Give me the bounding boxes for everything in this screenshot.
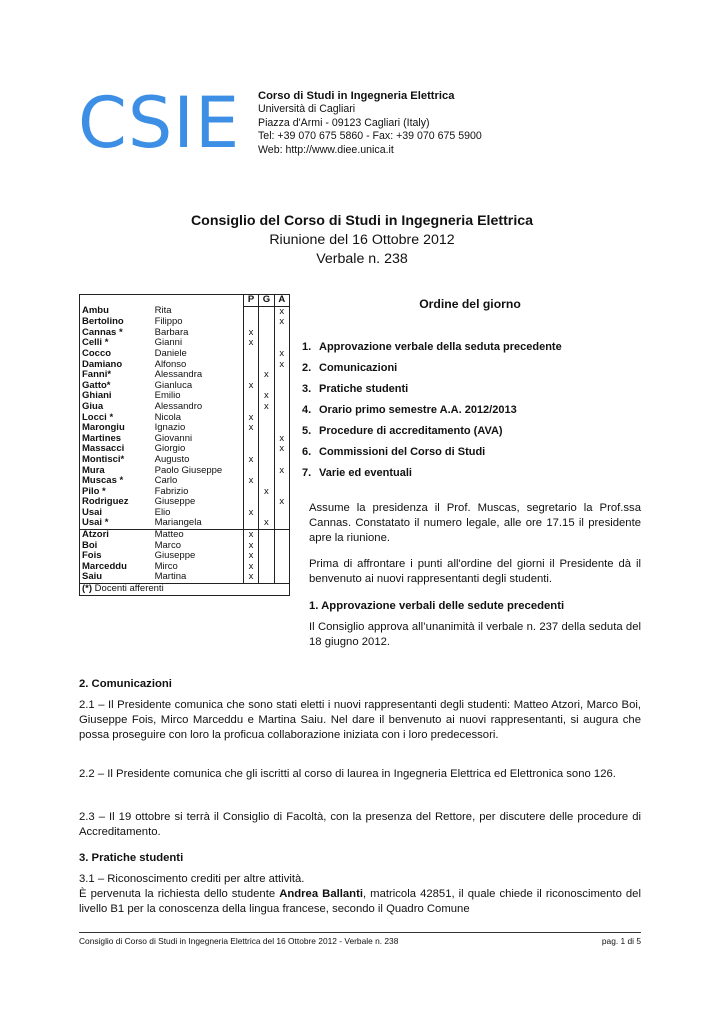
attendance-footnote [80, 584, 290, 596]
mark-g: x [259, 402, 274, 413]
attendance-footnote-row [80, 584, 290, 596]
agenda-item: 3. Pratiche studenti [302, 383, 409, 395]
attendance-row [80, 349, 290, 360]
member-name: Fabrizio [154, 485, 189, 497]
mark-a [274, 551, 289, 562]
member-name: Giovanni [154, 432, 193, 444]
member-surname: Usai [82, 506, 103, 518]
section-3-1-text-post: , matricola 42851, il quale chiede il riconoscimento del livello B1 per la conoscenza della lingua francese, secondo il Quadro Comune [79, 888, 641, 915]
mark-a: x [274, 497, 289, 508]
mark-g [259, 317, 274, 328]
org-info [258, 90, 482, 157]
member-surname: Damiano [82, 358, 123, 370]
mark-a: x [274, 306, 289, 317]
member-name: Daniele [154, 347, 187, 359]
mark-p: x [243, 572, 258, 583]
mark-p: x [243, 551, 258, 562]
attendance-header-row [80, 295, 290, 307]
mark-a [274, 413, 289, 424]
col-header-a: A [274, 295, 289, 307]
mark-p [243, 434, 258, 445]
presidency-paragraph: Assume la presidenza il Prof. Muscas, segretario la Prof.ssa Cannas. Constatato il numero legale, alle ore 17.15 il presidente apre la riunione. [309, 502, 641, 544]
attendance-row [80, 572, 290, 583]
mark-g [259, 413, 274, 424]
member-name: Emilio [154, 390, 181, 402]
mark-g [259, 328, 274, 339]
mark-g [259, 562, 274, 573]
section-2-heading: 2. Comunicazioni [79, 678, 172, 690]
mark-g: x [259, 518, 274, 529]
member-name: Carlo [154, 475, 178, 487]
member-surname: Giua [82, 400, 104, 412]
mark-a [274, 508, 289, 519]
mark-g [259, 455, 274, 466]
mark-a [274, 518, 289, 529]
welcome-paragraph: Prima di affrontare i punti all'ordine del giorni il Presidente dà il benvenuto ai nuovi rappresentanti degli studenti. [309, 558, 641, 585]
member-name: Paolo Giuseppe [154, 464, 223, 476]
mark-a: x [274, 349, 289, 360]
title-line-3: Verbale n. 238 [316, 251, 408, 267]
page-number: pag. 1 di 5 [601, 936, 641, 946]
member-name: Mariangela [154, 517, 202, 529]
mark-p: x [243, 508, 258, 519]
mark-p [243, 306, 258, 317]
member-surname: Fois [82, 550, 102, 562]
mark-p [243, 349, 258, 360]
section-2-1-paragraph: 2.1 – Il Presidente comunica che sono stati eletti i nuovi rappresentanti degli studenti: Matteo Atzori, Marco Boi, Giuseppe Fois, Mirco Marceddu e Martina Saiu. Nel dare il benvenuto ai nuovi rappresentanti, si augura che possa proseguire con loro la proficua collaborazione iniziata con i loro predecessori. [79, 699, 641, 741]
mark-g [259, 497, 274, 508]
mark-a: x [274, 434, 289, 445]
member-surname: Atzori [80, 530, 153, 541]
org-title: Corso di Studi in Ingegneria Elettrica [258, 90, 455, 102]
mark-p: x [243, 423, 258, 434]
member-surname: Bertolino [82, 316, 124, 328]
section-1-paragraph: Il Consiglio approva all’unanimità il verbale n. 237 della seduta del 18 giugno 2012. [309, 621, 641, 648]
mark-p [243, 402, 258, 413]
mark-a: x [274, 317, 289, 328]
agenda-item: 6. Commissioni del Corso di Studi [302, 446, 486, 458]
agenda-item-text: Pratiche studenti [319, 383, 409, 395]
member-surname: Massacci [82, 443, 125, 455]
section-2-2-paragraph: 2.2 – Il Presidente comunica che gli iscritti al corso di laurea in Ingegneria Elettrica ed Elettronica sono 126. [79, 768, 616, 780]
member-name: Ignazio [154, 422, 186, 434]
member-surname: Ghiani [82, 390, 112, 402]
mark-p: x [243, 338, 258, 349]
mark-a [274, 572, 289, 583]
attendance-row [80, 518, 290, 529]
member-name: Marco [154, 539, 182, 551]
mark-p: x [243, 541, 258, 552]
member-surname: Gatto* [82, 379, 111, 391]
document-title [0, 212, 724, 269]
member-name: Rita [154, 305, 172, 317]
mark-g [259, 572, 274, 583]
member-name: Alfonso [154, 358, 187, 370]
agenda-item-text: Procedure di accreditamento (AVA) [319, 425, 503, 437]
section-1-heading: 1. Approvazione verbali delle sedute precedenti [309, 600, 565, 612]
mark-p [243, 487, 258, 498]
member-name: Nicola [154, 411, 182, 423]
member-surname: Pilo * [82, 485, 106, 497]
attendance-table [79, 294, 290, 596]
agenda-item-text: Orario primo semestre A.A. 2012/2013 [319, 404, 517, 416]
org-line: Web: http://www.diee.unica.it [258, 143, 394, 156]
mark-a: x [274, 444, 289, 455]
mark-a [274, 370, 289, 381]
attendance-row [80, 328, 290, 339]
member-surname: Montisci* [82, 453, 125, 465]
mark-a [274, 381, 289, 392]
mark-a [274, 562, 289, 573]
member-surname: Martines [82, 432, 122, 444]
footnote-text: Docenti afferenti [92, 583, 164, 595]
footer-divider [79, 932, 641, 933]
member-name: Gianluca [154, 379, 193, 391]
member-surname: Cannas * [82, 326, 123, 338]
attendance-row [80, 402, 290, 413]
agenda-item: 5. Procedure di accreditamento (AVA) [302, 425, 503, 437]
section-3-1-paragraph [79, 872, 641, 917]
mark-g: x [259, 487, 274, 498]
csie-logo: CSIE [78, 82, 241, 164]
mark-g: x [259, 391, 274, 402]
mark-a: x [274, 466, 289, 477]
mark-a [274, 391, 289, 402]
member-name: Giorgio [154, 443, 186, 455]
member-surname: Mura [82, 464, 105, 476]
member-surname: Fanni* [82, 369, 112, 381]
attendance-row [80, 530, 290, 541]
org-line: Piazza d'Armi - 09123 Cagliari (Italy) [258, 116, 430, 129]
member-name: Giuseppe [154, 550, 196, 562]
member-name: Alessandra [154, 369, 203, 381]
agenda-list [302, 340, 562, 487]
mark-a [274, 328, 289, 339]
mark-p: x [243, 476, 258, 487]
mark-p: x [243, 328, 258, 339]
member-name: Martina [154, 571, 187, 583]
mark-p [243, 360, 258, 371]
agenda-item-text: Varie ed eventuali [319, 467, 412, 479]
footer-left: Consiglio di Corso di Studi in Ingegneria Elettrica del 16 Ottobre 2012 - Verbale n. 238 [79, 936, 399, 946]
member-name: Mirco [154, 560, 178, 572]
member-surname: Boi [82, 539, 98, 551]
col-header-p: P [243, 295, 258, 307]
agenda-item: 7. Varie ed eventuali [302, 467, 412, 479]
member-surname: Saiu [82, 571, 103, 583]
mark-g [259, 530, 274, 541]
member-name: Augusto [154, 453, 190, 465]
col-header-g: G [259, 295, 274, 307]
mark-g [259, 338, 274, 349]
org-line: Università di Cagliari [258, 103, 356, 116]
mark-g [259, 306, 274, 317]
agenda-item-text: Commissioni del Corso di Studi [319, 446, 486, 458]
member-name: Gianni [154, 337, 183, 349]
mark-g [259, 434, 274, 445]
mark-p [243, 391, 258, 402]
mark-p: x [243, 381, 258, 392]
section-3-heading: 3. Pratiche studenti [79, 852, 184, 864]
org-line: Tel: +39 070 675 5860 - Fax: +39 070 675 5900 [258, 130, 482, 143]
member-name: Filippo [154, 316, 183, 328]
member-name: Giuseppe [154, 496, 196, 508]
mark-g [259, 541, 274, 552]
mark-a [274, 455, 289, 466]
section-3-1-text-pre: È pervenuta la richiesta dello studente [79, 888, 280, 900]
member-surname: Marceddu [82, 560, 127, 572]
mark-p: x [243, 455, 258, 466]
member-name: Matteo [153, 530, 244, 541]
mark-a [274, 541, 289, 552]
mark-a [274, 402, 289, 413]
title-line-2: Riunione del 16 Ottobre 2012 [269, 232, 455, 248]
student-name: Andrea Ballanti [279, 888, 363, 900]
mark-g: x [259, 370, 274, 381]
member-name: Elio [154, 506, 171, 518]
member-surname: Usai * [82, 517, 109, 529]
agenda-item-text: Comunicazioni [319, 362, 398, 374]
member-name: Alessandro [154, 400, 203, 412]
mark-a [274, 530, 289, 541]
member-surname: Ambu [82, 305, 109, 317]
footnote-symbol: (*) [82, 583, 93, 595]
agenda-item: 4. Orario primo semestre A.A. 2012/2013 [302, 404, 517, 416]
title-line-1: Consiglio del Corso di Studi in Ingegneria Elettrica [190, 213, 534, 229]
attendance-row [80, 455, 290, 466]
member-surname: Cocco [82, 347, 112, 359]
mark-g [259, 466, 274, 477]
agenda-item: 1. Approvazione verbale della seduta precedente [302, 341, 562, 353]
member-surname: Celli * [82, 337, 109, 349]
agenda-item: 2. Comunicazioni [302, 362, 398, 374]
mark-p: x [243, 530, 258, 541]
section-3-1-title: 3.1 – Riconoscimento crediti per altre attività. [79, 873, 305, 885]
member-surname: Locci * [82, 411, 114, 423]
section-2-3-paragraph: 2.3 – Il 19 ottobre si terrà il Consiglio di Facoltà, con la presenza del Rettore, per discutere delle procedure di Accreditamento. [79, 811, 641, 838]
member-name: Barbara [154, 326, 189, 338]
member-surname: Muscas * [82, 475, 124, 487]
mark-p: x [243, 413, 258, 424]
agenda-title: Ordine del giorno [419, 297, 521, 311]
mark-g [259, 423, 274, 434]
mark-p [243, 518, 258, 529]
mark-a [274, 476, 289, 487]
attendance-row [80, 497, 290, 508]
mark-p: x [243, 562, 258, 573]
mark-g [259, 444, 274, 455]
mark-g [259, 349, 274, 360]
member-surname: Marongiu [82, 422, 125, 434]
agenda-item-text: Approvazione verbale della seduta precedente [319, 341, 562, 353]
member-surname: Rodriguez [82, 496, 129, 508]
mark-a: x [274, 360, 289, 371]
mark-g [259, 551, 274, 562]
